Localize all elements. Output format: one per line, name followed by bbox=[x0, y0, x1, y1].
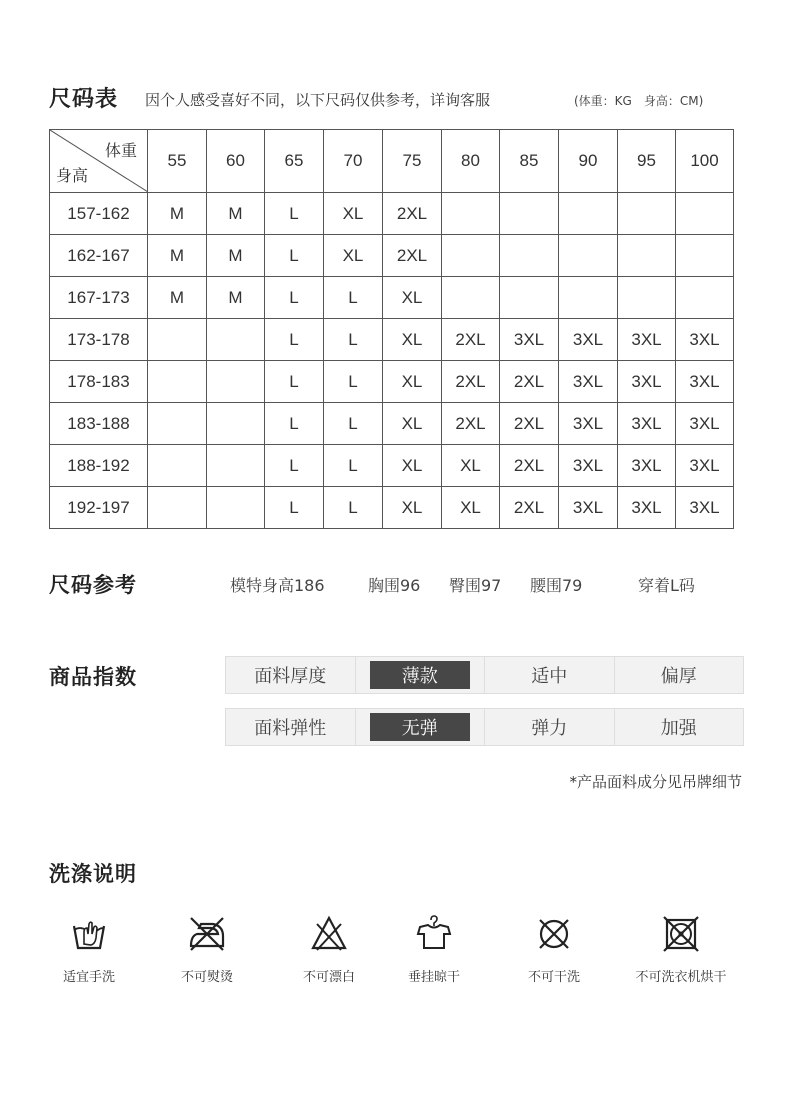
size-cell: XL bbox=[383, 403, 442, 445]
weight-header: 75 bbox=[383, 130, 442, 193]
product-index-title: 商品指数 bbox=[49, 665, 137, 689]
size-cell: XL bbox=[383, 319, 442, 361]
weight-header: 80 bbox=[442, 130, 500, 193]
size-cell: 2XL bbox=[383, 235, 442, 277]
wash-item-hand-wash bbox=[34, 914, 144, 985]
thickness-label: 面料厚度 bbox=[254, 666, 327, 687]
size-cell: 3XL bbox=[618, 403, 676, 445]
size-cell: 3XL bbox=[676, 403, 734, 445]
size-cell: XL bbox=[383, 487, 442, 529]
washing-title: 洗涤说明 bbox=[49, 862, 137, 886]
size-cell bbox=[618, 193, 676, 235]
size-cell: 3XL bbox=[618, 319, 676, 361]
thickness-option-thin bbox=[355, 657, 485, 693]
size-table bbox=[49, 129, 734, 529]
size-cell: L bbox=[324, 487, 383, 529]
elasticity-label: 面料弹性 bbox=[254, 718, 327, 739]
size-cell bbox=[442, 235, 500, 277]
model-wearing-size: 穿着L码 bbox=[638, 576, 695, 595]
size-cell: M bbox=[207, 277, 265, 319]
size-cell: 2XL bbox=[500, 445, 559, 487]
weight-header: 65 bbox=[265, 130, 324, 193]
size-cell: XL bbox=[324, 193, 383, 235]
table-row bbox=[50, 277, 734, 319]
size-cell bbox=[207, 319, 265, 361]
thickness-option-medium: 适中 bbox=[484, 657, 614, 693]
size-cell: XL bbox=[383, 277, 442, 319]
size-cell: M bbox=[207, 193, 265, 235]
height-range-cell: 162-167 bbox=[50, 235, 148, 277]
size-cell: M bbox=[148, 235, 207, 277]
size-cell: L bbox=[265, 361, 324, 403]
wash-item-no-dry-clean bbox=[499, 914, 609, 985]
size-cell: M bbox=[148, 277, 207, 319]
size-cell: L bbox=[265, 403, 324, 445]
size-cell: XL bbox=[324, 235, 383, 277]
size-cell bbox=[148, 445, 207, 487]
wash-item-no-bleach bbox=[274, 914, 384, 985]
size-cell bbox=[207, 487, 265, 529]
size-cell: 3XL bbox=[559, 487, 618, 529]
size-cell: 3XL bbox=[559, 403, 618, 445]
wash-label: 不可干洗 bbox=[527, 970, 580, 985]
no-bleach-icon bbox=[309, 914, 349, 954]
weight-header: 60 bbox=[207, 130, 265, 193]
weight-header: 95 bbox=[618, 130, 676, 193]
size-cell: XL bbox=[442, 487, 500, 529]
size-cell: M bbox=[148, 193, 207, 235]
height-range-cell: 188-192 bbox=[50, 445, 148, 487]
size-cell bbox=[618, 277, 676, 319]
size-cell bbox=[207, 403, 265, 445]
hang-dry-icon bbox=[414, 914, 454, 954]
table-corner-cell bbox=[50, 130, 148, 193]
size-cell bbox=[676, 235, 734, 277]
size-cell bbox=[559, 235, 618, 277]
height-range-cell: 183-188 bbox=[50, 403, 148, 445]
size-cell: XL bbox=[383, 361, 442, 403]
size-cell: L bbox=[265, 277, 324, 319]
selected-option: 无弹 bbox=[370, 713, 470, 741]
size-cell: 3XL bbox=[676, 361, 734, 403]
thickness-bar bbox=[225, 656, 744, 694]
size-reference-title: 尺码参考 bbox=[49, 573, 137, 597]
size-cell: 2XL bbox=[442, 403, 500, 445]
elasticity-option-strong: 加强 bbox=[614, 709, 744, 745]
corner-height-label: 身高 bbox=[56, 168, 89, 185]
model-height: 模特身高186 bbox=[230, 576, 325, 595]
size-cell: L bbox=[324, 277, 383, 319]
fabric-note: *产品面料成分见吊牌细节 bbox=[569, 773, 742, 791]
size-cell: 3XL bbox=[618, 361, 676, 403]
corner-weight-label: 体重 bbox=[104, 143, 137, 160]
size-cell: L bbox=[324, 445, 383, 487]
size-cell: 2XL bbox=[500, 403, 559, 445]
size-cell: 2XL bbox=[383, 193, 442, 235]
table-row bbox=[50, 487, 734, 529]
size-cell: 2XL bbox=[442, 319, 500, 361]
size-cell: L bbox=[265, 235, 324, 277]
height-range-cell: 192-197 bbox=[50, 487, 148, 529]
table-row bbox=[50, 193, 734, 235]
size-cell: M bbox=[207, 235, 265, 277]
size-cell: L bbox=[324, 319, 383, 361]
size-cell bbox=[559, 277, 618, 319]
no-tumble-dry-icon bbox=[661, 914, 701, 954]
size-cell: 3XL bbox=[559, 361, 618, 403]
model-chest: 胸围96 bbox=[368, 576, 421, 595]
size-cell bbox=[148, 487, 207, 529]
table-row bbox=[50, 445, 734, 487]
weight-header: 100 bbox=[676, 130, 734, 193]
size-cell bbox=[618, 235, 676, 277]
wash-label: 不可熨烫 bbox=[180, 970, 233, 985]
size-cell: 3XL bbox=[618, 445, 676, 487]
size-cell bbox=[500, 235, 559, 277]
size-cell bbox=[500, 277, 559, 319]
wash-item-no-tumble-dry bbox=[626, 914, 736, 985]
size-cell: 3XL bbox=[618, 487, 676, 529]
size-chart-description: 因个人感受喜好不同，以下尺码仅供参考，详询客服 bbox=[145, 91, 491, 109]
size-cell: XL bbox=[383, 445, 442, 487]
elasticity-option-none bbox=[355, 709, 485, 745]
size-cell bbox=[442, 277, 500, 319]
size-cell bbox=[148, 403, 207, 445]
size-cell bbox=[442, 193, 500, 235]
no-dry-clean-icon bbox=[534, 914, 574, 954]
wash-label: 不可漂白 bbox=[302, 970, 355, 985]
wash-label: 不可洗衣机烘干 bbox=[635, 970, 727, 985]
size-cell: L bbox=[265, 193, 324, 235]
size-cell bbox=[207, 445, 265, 487]
weight-header: 70 bbox=[324, 130, 383, 193]
height-range-cell: 167-173 bbox=[50, 277, 148, 319]
table-row bbox=[50, 319, 734, 361]
size-cell: L bbox=[265, 319, 324, 361]
size-cell: 2XL bbox=[500, 487, 559, 529]
size-cell: 3XL bbox=[559, 319, 618, 361]
model-waist: 腰围79 bbox=[530, 576, 583, 595]
size-chart-title: 尺码表 bbox=[49, 87, 119, 112]
size-cell: XL bbox=[442, 445, 500, 487]
size-cell: L bbox=[265, 445, 324, 487]
size-cell bbox=[148, 319, 207, 361]
table-row bbox=[50, 403, 734, 445]
hand-wash-icon bbox=[69, 914, 109, 954]
size-cell bbox=[207, 361, 265, 403]
size-chart-unit-note: (体重：KG 身高：CM) bbox=[574, 94, 704, 108]
size-cell: 3XL bbox=[676, 487, 734, 529]
table-row bbox=[50, 361, 734, 403]
wash-label: 适宜手洗 bbox=[62, 970, 115, 985]
size-cell bbox=[148, 361, 207, 403]
size-cell bbox=[500, 193, 559, 235]
weight-header: 90 bbox=[559, 130, 618, 193]
size-cell: L bbox=[324, 403, 383, 445]
size-table-header-row bbox=[50, 130, 734, 193]
size-cell: 2XL bbox=[442, 361, 500, 403]
size-cell: L bbox=[265, 487, 324, 529]
size-cell: 3XL bbox=[500, 319, 559, 361]
height-range-cell: 157-162 bbox=[50, 193, 148, 235]
wash-item-no-iron bbox=[152, 914, 262, 985]
size-cell: 2XL bbox=[500, 361, 559, 403]
size-table-body bbox=[50, 193, 734, 529]
model-hip: 臀围97 bbox=[449, 576, 502, 595]
weight-header: 55 bbox=[148, 130, 207, 193]
size-cell bbox=[559, 193, 618, 235]
size-cell: 3XL bbox=[559, 445, 618, 487]
size-cell bbox=[676, 193, 734, 235]
thickness-option-thick: 偏厚 bbox=[614, 657, 744, 693]
height-range-cell: 173-178 bbox=[50, 319, 148, 361]
selected-option: 薄款 bbox=[370, 661, 470, 689]
size-cell: L bbox=[324, 361, 383, 403]
size-cell bbox=[676, 277, 734, 319]
size-cell: 3XL bbox=[676, 319, 734, 361]
no-iron-icon bbox=[187, 914, 227, 954]
wash-item-hang-dry bbox=[379, 914, 489, 985]
elasticity-bar bbox=[225, 708, 744, 746]
table-row bbox=[50, 235, 734, 277]
wash-label: 垂挂晾干 bbox=[407, 970, 460, 985]
height-range-cell: 178-183 bbox=[50, 361, 148, 403]
elasticity-option-stretch: 弹力 bbox=[484, 709, 614, 745]
size-cell: 3XL bbox=[676, 445, 734, 487]
weight-header: 85 bbox=[500, 130, 559, 193]
